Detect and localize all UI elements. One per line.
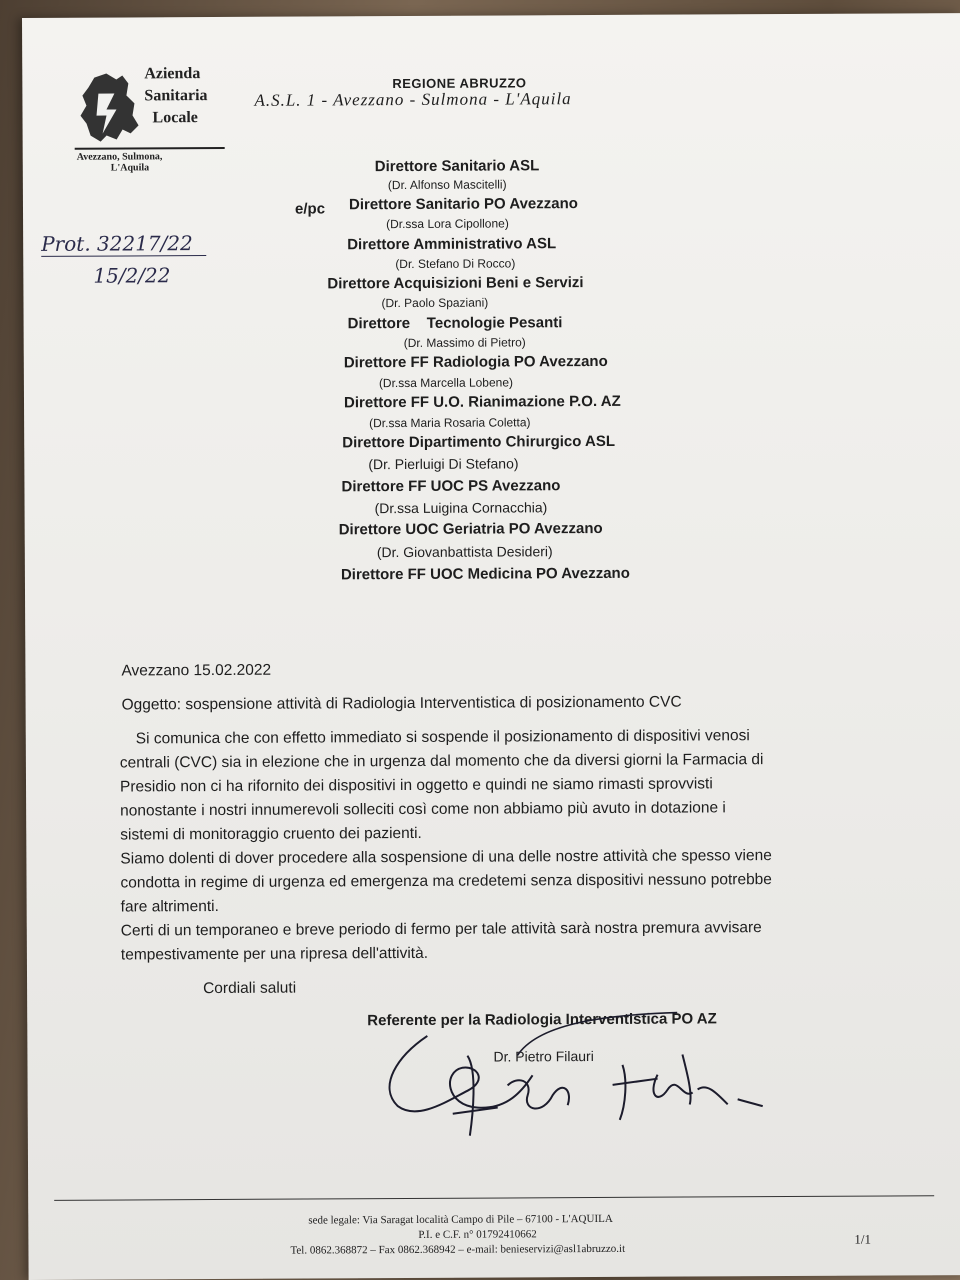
- protocol-date: 15/2/22: [93, 263, 171, 288]
- body-line: centrali (CVC) sia in elezione che in urgenza dal momento che da diversi giorni la Farmacia di: [119, 751, 764, 772]
- recipient-person: (Dr.ssa Maria Rosaria Coletta): [369, 415, 531, 431]
- signer-title: Referente per la Radiologia Interventistica PO AZ: [367, 1010, 717, 1030]
- body-line: sistemi di monitoraggio cruento dei pazienti.: [120, 824, 422, 844]
- subject-line: Oggetto: sospensione attività di Radiologia Interventistica di posizionamento CVC: [121, 693, 682, 714]
- logo-line-1: Azienda: [144, 65, 201, 83]
- recipient-title: Direttore Sanitario PO Avezzano: [348, 195, 578, 214]
- recipient-person: (Dr.ssa Lora Cipollone): [386, 216, 509, 232]
- recipient-title: Direttore FF UOC PS Avezzano: [341, 477, 561, 496]
- recipient-person: (Dr. Paolo Spaziani): [381, 295, 489, 311]
- body-line: nonostante i nostri innumerevoli solleciti così come non abbiamo più avuto in dotazione i: [120, 799, 726, 820]
- body-line: condotta in regime di urgenza ed emergenza ma credetemi senza dispositivi nessuno potrebbe: [120, 871, 772, 892]
- letter-page: [22, 13, 960, 1280]
- recipient-title: Direttore UOC Geriatria PO Avezzano: [338, 519, 603, 539]
- recipient-person: (Dr. Massimo di Pietro): [403, 335, 526, 351]
- handwritten-signature: [357, 994, 778, 1146]
- recipient-person: (Dr.ssa Luigina Cornacchia): [374, 499, 548, 517]
- body-line: Siamo dolenti di dover procedere alla sospensione di una delle nostre attività che spesso viene: [120, 847, 772, 868]
- closing: Cordiali saluti: [203, 979, 297, 998]
- logo-sub-2: L'Aquila: [110, 162, 150, 174]
- body-line: Certi di un temporaneo e breve periodo di fermo per tale attività sarà nostra premura avvisare: [120, 919, 762, 940]
- protocol-underline: [41, 255, 206, 257]
- recipient-person: (Dr. Giovanbattista Desideri): [376, 543, 553, 561]
- logo-line-2: Sanitaria: [144, 87, 208, 105]
- recipient-title: Direttore Amministrativo ASL: [347, 235, 557, 254]
- logo-line-3: Locale: [152, 109, 198, 127]
- abruzzo-map-icon: [76, 69, 146, 149]
- recipient-title: Direttore Tecnologie Pesanti: [347, 314, 563, 333]
- recipient-person: (Dr. Alfonso Mascitelli): [387, 177, 507, 193]
- body-line: tempestivamente per una ripresa dell'attività.: [120, 944, 429, 964]
- page-number: 1/1: [854, 1231, 872, 1247]
- epc-label: e/pc: [294, 200, 326, 218]
- body-line: Presidio non ci ha rifornito dei dispositivi in oggetto e quindi ne siamo rimasti sprovvisti: [119, 775, 713, 796]
- recipient-title: Direttore FF U.O. Rianimazione P.O. AZ: [343, 392, 621, 412]
- recipient-title: Direttore Acquisizioni Beni e Servizi: [327, 274, 584, 293]
- recipient-person: (Dr. Pierluigi Di Stefano): [368, 455, 519, 473]
- logo-underline: [75, 147, 225, 150]
- footer-vat: P.I. e C.F. n° 01792410662: [418, 1228, 537, 1241]
- recipient-title: Direttore FF Radiologia PO Avezzano: [343, 352, 608, 372]
- asl-heading: A.S.L. 1 - Avezzano - Sulmona - L'Aquila: [254, 89, 572, 110]
- body-line: Si comunica che con effetto immediato si sospende il posizionamento di dispositivi venosi: [135, 727, 750, 748]
- footer-contacts: Tel. 0862.368872 – Fax 0862.368942 – e-mail: benieservizi@asl1abruzzo.it: [290, 1242, 626, 1257]
- footer-address: sede legale: Via Saragat località Campo di Pile – 67100 - L'AQUILA: [308, 1212, 613, 1227]
- recipient-title: Direttore FF UOC Medicina PO Avezzano: [340, 564, 630, 584]
- signer-name: Dr. Pietro Filauri: [493, 1048, 594, 1065]
- recipient-person: (Dr. Stefano Di Rocco): [395, 256, 516, 272]
- region-heading: REGIONE ABRUZZO: [392, 75, 527, 92]
- recipient-person: (Dr.ssa Marcella Lobene): [378, 375, 514, 391]
- protocol-number: Prot. 32217/22: [41, 231, 193, 256]
- place-date: Avezzano 15.02.2022: [121, 661, 272, 680]
- recipient-title: Direttore Sanitario ASL: [374, 157, 540, 176]
- logo-sub-1: Avezzano, Sulmona,: [76, 151, 163, 163]
- footer-rule: [54, 1195, 934, 1201]
- body-line: fare altrimenti.: [120, 897, 219, 916]
- asl-logo: [74, 65, 225, 176]
- recipient-title: Direttore Dipartimento Chirurgico ASL: [342, 432, 616, 452]
